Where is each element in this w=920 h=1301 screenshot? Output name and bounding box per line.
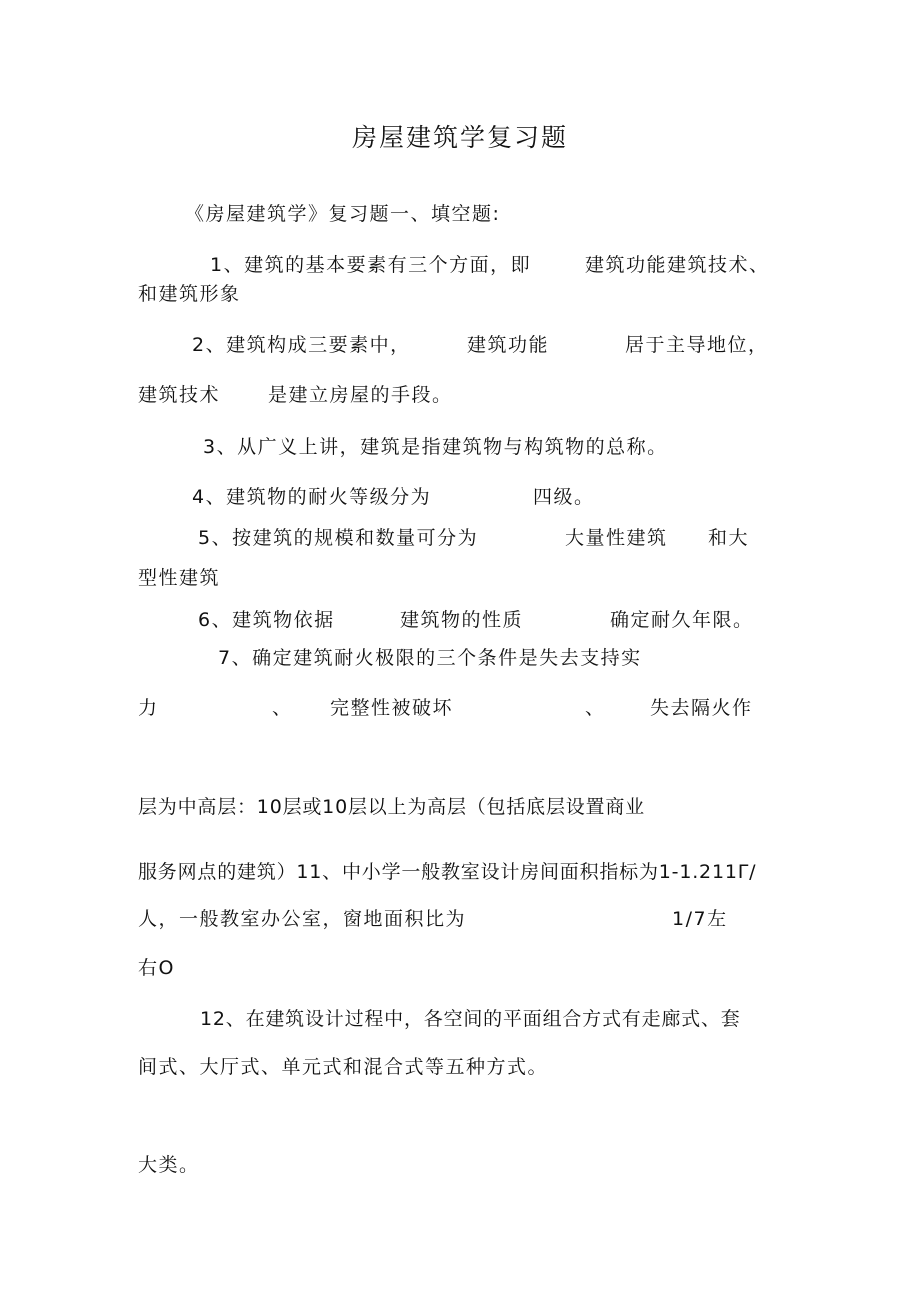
answer-text: 失去隔火作 (650, 697, 753, 719)
answer-text: 四级。 (533, 486, 595, 508)
text-line-q7 (0, 645, 920, 671)
question-text: 确定耐久年限。 (610, 609, 754, 631)
answer-text: 和建筑形象 (138, 283, 241, 305)
question-text: 居于主导地位， (625, 334, 769, 356)
text-line-q4 (0, 484, 920, 510)
text-line-q2 (0, 332, 920, 358)
answer-text: 建筑功能建筑技术、 (585, 254, 770, 276)
question-text: 5、按建筑的规模和数量可分为 (198, 527, 479, 549)
answer-text: 和大 (708, 527, 750, 549)
text-line-q5-cont (0, 565, 920, 591)
document-title: 房屋建筑学复习题 (351, 123, 568, 152)
question-text: 1、建筑的基本要素有三个方面，即 (210, 254, 532, 276)
text-line-q2-cont (0, 382, 920, 408)
text-line-q12 (0, 1006, 920, 1032)
answer-text: 1/7左 (672, 908, 728, 930)
text-line-q11-cont (0, 906, 920, 932)
text-line-q11-end (0, 955, 920, 981)
answer-text: 力 (138, 697, 159, 719)
question-text: 12、在建筑设计过程中，各空间的平面组合方式有走廊式、套 (200, 1008, 741, 1030)
question-text: 4、建筑物的耐火等级分为 (192, 486, 432, 508)
body-text: 大类。 (138, 1154, 200, 1176)
text-line-q12-cont (0, 1054, 920, 1080)
separator-text: 、 (585, 697, 606, 719)
answer-text: 建筑功能 (467, 334, 550, 356)
body-text: 右O (138, 957, 175, 979)
answer-text: 建筑技术 (138, 384, 221, 406)
answer-text: 建筑物的性质 (400, 609, 524, 631)
answer-text: 型性建筑 (138, 567, 221, 589)
question-text: 3、从广义上讲，建筑是指建筑物与构筑物的总称。 (203, 436, 668, 458)
separator-text: 、 (272, 697, 293, 719)
question-text: 6、建筑物依据 (198, 609, 335, 631)
question-text: 人，一般教室办公室，窗地面积比为 (138, 908, 467, 930)
text-line-q1 (0, 252, 920, 278)
text-line-end (0, 1152, 920, 1178)
text-line-q5 (0, 525, 920, 551)
question-text: 是建立房屋的手段。 (268, 384, 453, 406)
text-line-q1-cont (0, 281, 920, 307)
question-text: 2、建筑构成三要素中， (192, 334, 411, 356)
question-text: 服务网点的建筑）11、中小学一般教室设计房间面积指标为1-1.211Γ/ (138, 861, 757, 883)
text-line-floors (0, 794, 920, 820)
answer-text: 完整性被破坏 (330, 697, 454, 719)
text-line-q11 (0, 859, 920, 885)
text-line-intro (0, 201, 920, 227)
answer-text: 间式、大厅式、单元式和混合式等五种方式。 (138, 1056, 549, 1078)
section-heading: 《房屋建筑学》复习题一、填空题: (185, 203, 501, 225)
question-text: 7、确定建筑耐火极限的三个条件是失去支持实 (218, 647, 642, 669)
text-line-q6 (0, 607, 920, 633)
answer-text: 大量性建筑 (565, 527, 668, 549)
body-text: 层为中高层：10层或10层以上为高层（包括底层设置商业 (138, 796, 645, 818)
text-line-q3 (0, 434, 920, 460)
text-line-q7-cont (0, 695, 920, 721)
